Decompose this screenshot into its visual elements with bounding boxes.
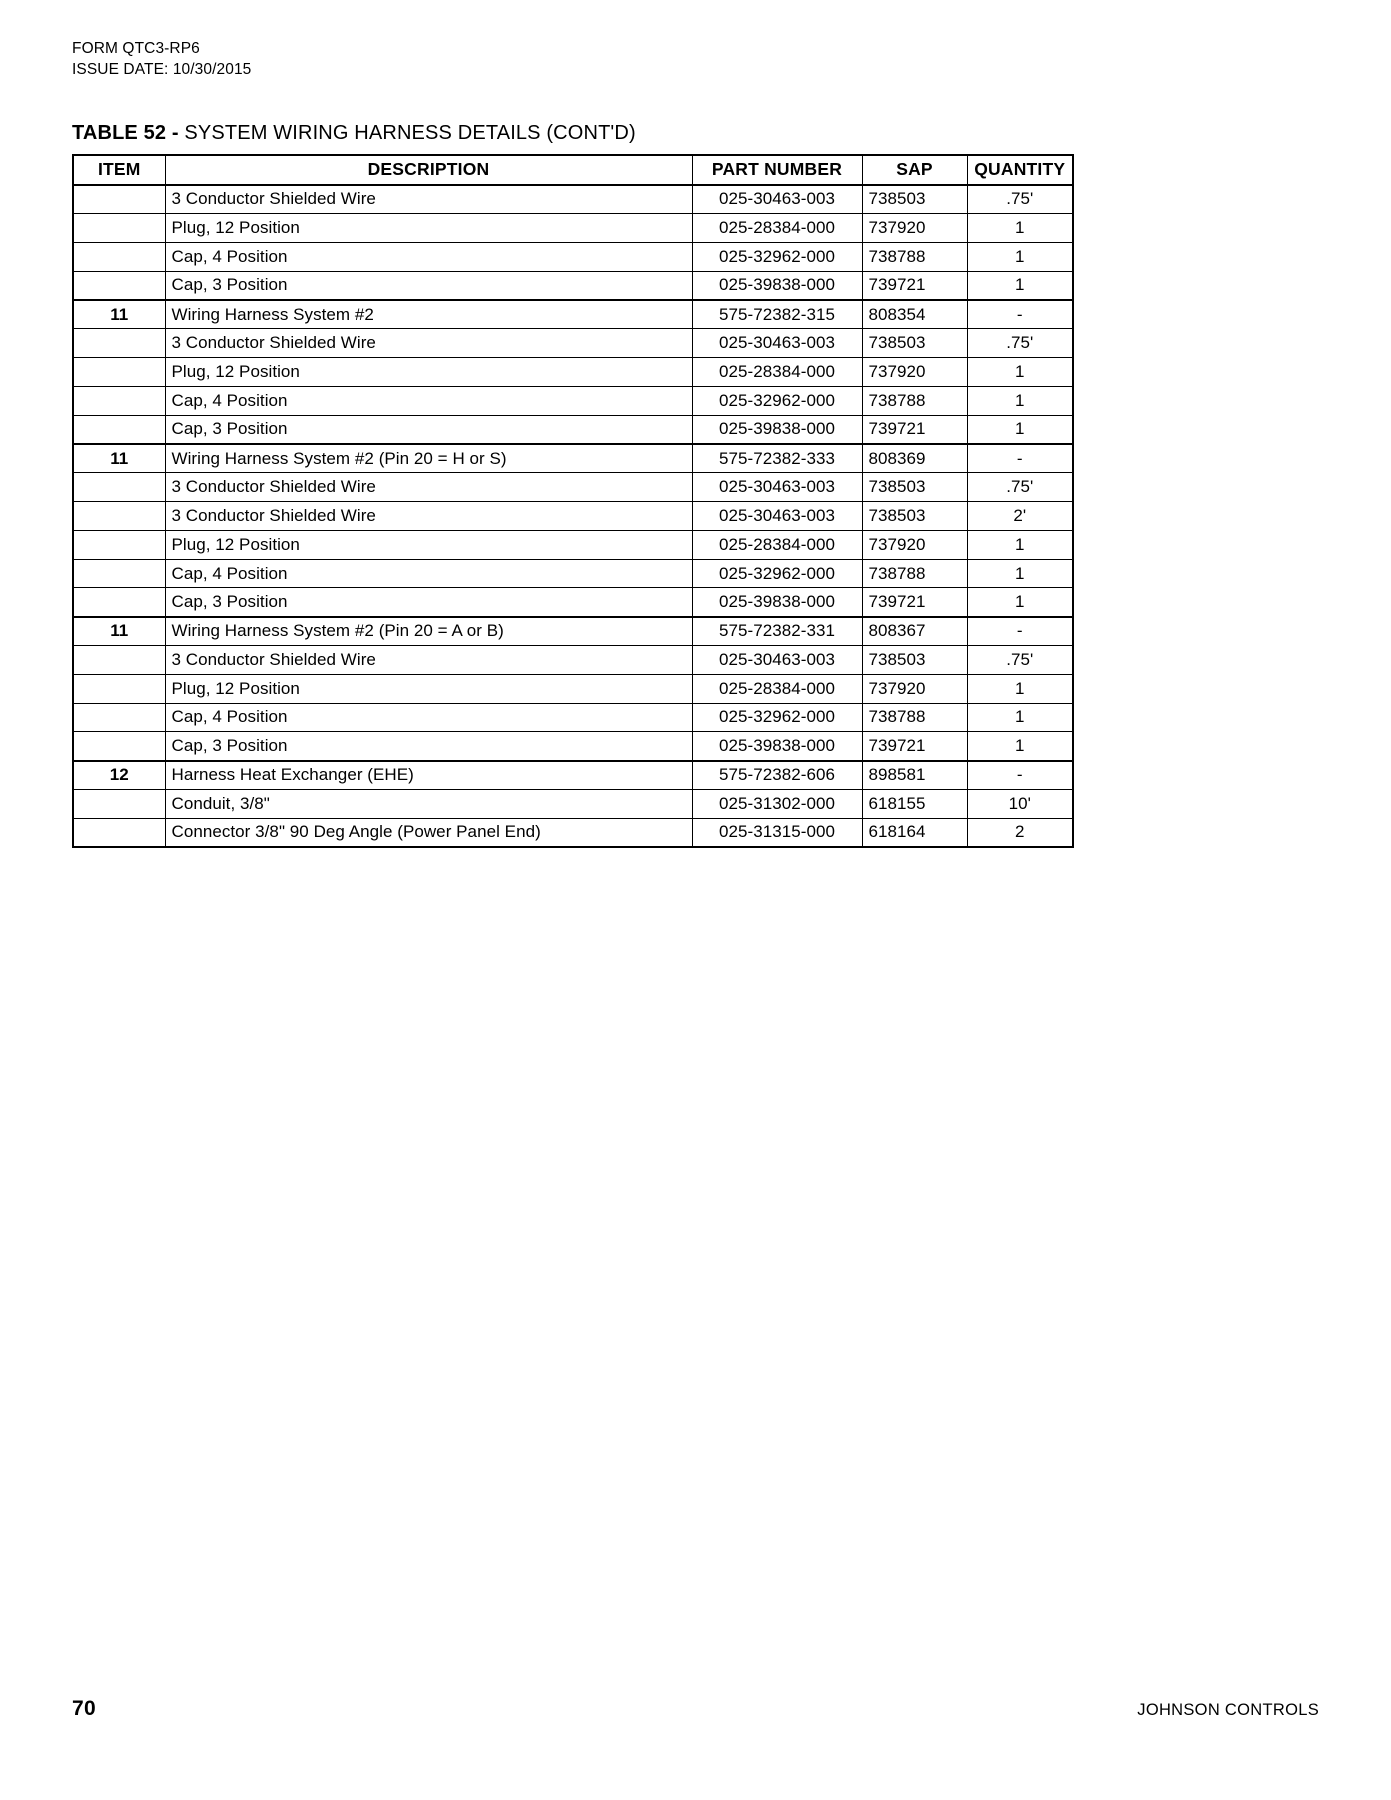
cell-description: Wiring Harness System #2 (Pin 20 = H or S) (165, 444, 692, 473)
cell-description: Plug, 12 Position (165, 214, 692, 243)
table-row (73, 646, 1073, 675)
cell-item: 11 (73, 444, 165, 473)
cell-item (73, 646, 165, 675)
cell-quantity: 1 (967, 732, 1073, 761)
cell-description: Cap, 3 Position (165, 415, 692, 444)
cell-description: Cap, 4 Position (165, 559, 692, 588)
cell-quantity: 1 (967, 271, 1073, 300)
column-header-part-number: PART NUMBER (692, 155, 862, 185)
cell-part-number: 025-28384-000 (692, 214, 862, 243)
cell-quantity: .75' (967, 185, 1073, 214)
table-row (73, 732, 1073, 761)
column-header-quantity: QUANTITY (967, 155, 1073, 185)
cell-sap: 898581 (862, 761, 967, 790)
cell-item (73, 502, 165, 531)
cell-part-number: 025-30463-003 (692, 473, 862, 502)
cell-sap: 738788 (862, 703, 967, 732)
cell-quantity: 2 (967, 818, 1073, 847)
table-row (73, 818, 1073, 847)
cell-description: Wiring Harness System #2 (165, 300, 692, 329)
cell-item (73, 732, 165, 761)
cell-sap: 738503 (862, 329, 967, 358)
cell-sap: 738503 (862, 473, 967, 502)
cell-description: Cap, 4 Position (165, 386, 692, 415)
cell-quantity: 1 (967, 703, 1073, 732)
cell-sap: 737920 (862, 214, 967, 243)
cell-description: Conduit, 3/8" (165, 789, 692, 818)
cell-description: 3 Conductor Shielded Wire (165, 502, 692, 531)
cell-sap: 738503 (862, 185, 967, 214)
cell-quantity: 1 (967, 242, 1073, 271)
cell-quantity: 1 (967, 559, 1073, 588)
table-row (73, 358, 1073, 387)
cell-part-number: 025-39838-000 (692, 415, 862, 444)
page-number: 70 (72, 1697, 96, 1720)
cell-description: Plug, 12 Position (165, 674, 692, 703)
table-header-row (73, 155, 1073, 185)
cell-item (73, 559, 165, 588)
table-caption (72, 122, 1319, 145)
cell-item (73, 818, 165, 847)
cell-part-number: 025-28384-000 (692, 358, 862, 387)
table-row (73, 789, 1073, 818)
cell-part-number: 025-32962-000 (692, 559, 862, 588)
cell-item (73, 185, 165, 214)
table-row (73, 329, 1073, 358)
cell-part-number: 025-30463-003 (692, 329, 862, 358)
cell-description: 3 Conductor Shielded Wire (165, 646, 692, 675)
cell-sap: 808369 (862, 444, 967, 473)
cell-part-number: 025-30463-003 (692, 185, 862, 214)
table-row (73, 761, 1073, 790)
table-row (73, 242, 1073, 271)
cell-quantity: - (967, 761, 1073, 790)
cell-description: 3 Conductor Shielded Wire (165, 329, 692, 358)
cell-part-number: 025-39838-000 (692, 271, 862, 300)
cell-part-number: 025-30463-003 (692, 502, 862, 531)
cell-quantity: 10' (967, 789, 1073, 818)
table-row (73, 415, 1073, 444)
cell-item (73, 588, 165, 617)
cell-item: 11 (73, 617, 165, 646)
cell-part-number: 025-32962-000 (692, 242, 862, 271)
cell-quantity: .75' (967, 329, 1073, 358)
cell-item (73, 530, 165, 559)
table-row (73, 386, 1073, 415)
form-number: FORM QTC3-RP6 (72, 40, 200, 57)
table-row (73, 703, 1073, 732)
cell-sap: 738503 (862, 502, 967, 531)
cell-sap: 737920 (862, 674, 967, 703)
cell-description: Cap, 4 Position (165, 703, 692, 732)
table-row (73, 185, 1073, 214)
cell-item (73, 242, 165, 271)
cell-sap: 739721 (862, 271, 967, 300)
cell-description: Wiring Harness System #2 (Pin 20 = A or B) (165, 617, 692, 646)
table-row (73, 502, 1073, 531)
cell-part-number: 025-39838-000 (692, 732, 862, 761)
cell-description: Cap, 3 Position (165, 588, 692, 617)
cell-item (73, 703, 165, 732)
table-caption-title: SYSTEM WIRING HARNESS DETAILS (CONT'D) (184, 121, 636, 144)
cell-sap: 738788 (862, 242, 967, 271)
cell-part-number: 025-31302-000 (692, 789, 862, 818)
document-footer (72, 1697, 1319, 1721)
cell-description: 3 Conductor Shielded Wire (165, 473, 692, 502)
cell-description: 3 Conductor Shielded Wire (165, 185, 692, 214)
cell-description: Cap, 4 Position (165, 242, 692, 271)
table-body (73, 185, 1073, 847)
cell-item (73, 674, 165, 703)
cell-sap: 739721 (862, 732, 967, 761)
cell-quantity: 1 (967, 415, 1073, 444)
cell-part-number: 575-72382-606 (692, 761, 862, 790)
cell-part-number: 575-72382-333 (692, 444, 862, 473)
table-row (73, 559, 1073, 588)
issue-date: ISSUE DATE: 10/30/2015 (72, 61, 252, 79)
cell-quantity: 1 (967, 674, 1073, 703)
table-caption-label: TABLE 52 - (72, 121, 185, 144)
cell-description: Cap, 3 Position (165, 732, 692, 761)
table-row (73, 617, 1073, 646)
wiring-harness-details-table (72, 154, 1074, 848)
cell-sap: 737920 (862, 358, 967, 387)
cell-item (73, 271, 165, 300)
cell-item: 11 (73, 300, 165, 329)
cell-sap: 738788 (862, 386, 967, 415)
cell-sap: 618155 (862, 789, 967, 818)
cell-item (73, 214, 165, 243)
cell-quantity: 1 (967, 358, 1073, 387)
cell-item: 12 (73, 761, 165, 790)
cell-sap: 808367 (862, 617, 967, 646)
cell-sap: 738788 (862, 559, 967, 588)
cell-description: Plug, 12 Position (165, 358, 692, 387)
cell-part-number: 025-39838-000 (692, 588, 862, 617)
cell-sap: 739721 (862, 415, 967, 444)
cell-description: Harness Heat Exchanger (EHE) (165, 761, 692, 790)
company-name: JOHNSON CONTROLS (1137, 1701, 1319, 1719)
cell-part-number: 025-28384-000 (692, 530, 862, 559)
document-header (72, 38, 1319, 81)
cell-item (73, 329, 165, 358)
column-header-sap: SAP (862, 155, 967, 185)
table-row (73, 588, 1073, 617)
cell-item (73, 358, 165, 387)
cell-quantity: - (967, 444, 1073, 473)
cell-item (73, 473, 165, 502)
column-header-item: ITEM (73, 155, 165, 185)
cell-sap: 618164 (862, 818, 967, 847)
cell-quantity: .75' (967, 646, 1073, 675)
cell-part-number: 025-32962-000 (692, 703, 862, 732)
cell-item (73, 415, 165, 444)
cell-sap: 738503 (862, 646, 967, 675)
table-row (73, 271, 1073, 300)
cell-quantity: 1 (967, 530, 1073, 559)
cell-description: Cap, 3 Position (165, 271, 692, 300)
cell-quantity: 1 (967, 214, 1073, 243)
cell-item (73, 386, 165, 415)
table-row (73, 473, 1073, 502)
cell-part-number: 025-30463-003 (692, 646, 862, 675)
column-header-description: DESCRIPTION (165, 155, 692, 185)
cell-description: Plug, 12 Position (165, 530, 692, 559)
cell-item (73, 789, 165, 818)
cell-part-number: 575-72382-315 (692, 300, 862, 329)
cell-sap: 737920 (862, 530, 967, 559)
cell-quantity: - (967, 300, 1073, 329)
cell-quantity: 2' (967, 502, 1073, 531)
cell-part-number: 025-32962-000 (692, 386, 862, 415)
cell-quantity: 1 (967, 588, 1073, 617)
table-row (73, 300, 1073, 329)
cell-part-number: 025-28384-000 (692, 674, 862, 703)
table-row (73, 530, 1073, 559)
cell-part-number: 575-72382-331 (692, 617, 862, 646)
table-row (73, 674, 1073, 703)
cell-description: Connector 3/8" 90 Deg Angle (Power Panel End) (165, 818, 692, 847)
cell-quantity: - (967, 617, 1073, 646)
cell-sap: 808354 (862, 300, 967, 329)
cell-quantity: 1 (967, 386, 1073, 415)
cell-sap: 739721 (862, 588, 967, 617)
cell-part-number: 025-31315-000 (692, 818, 862, 847)
table-row (73, 214, 1073, 243)
cell-quantity: .75' (967, 473, 1073, 502)
table-row (73, 444, 1073, 473)
